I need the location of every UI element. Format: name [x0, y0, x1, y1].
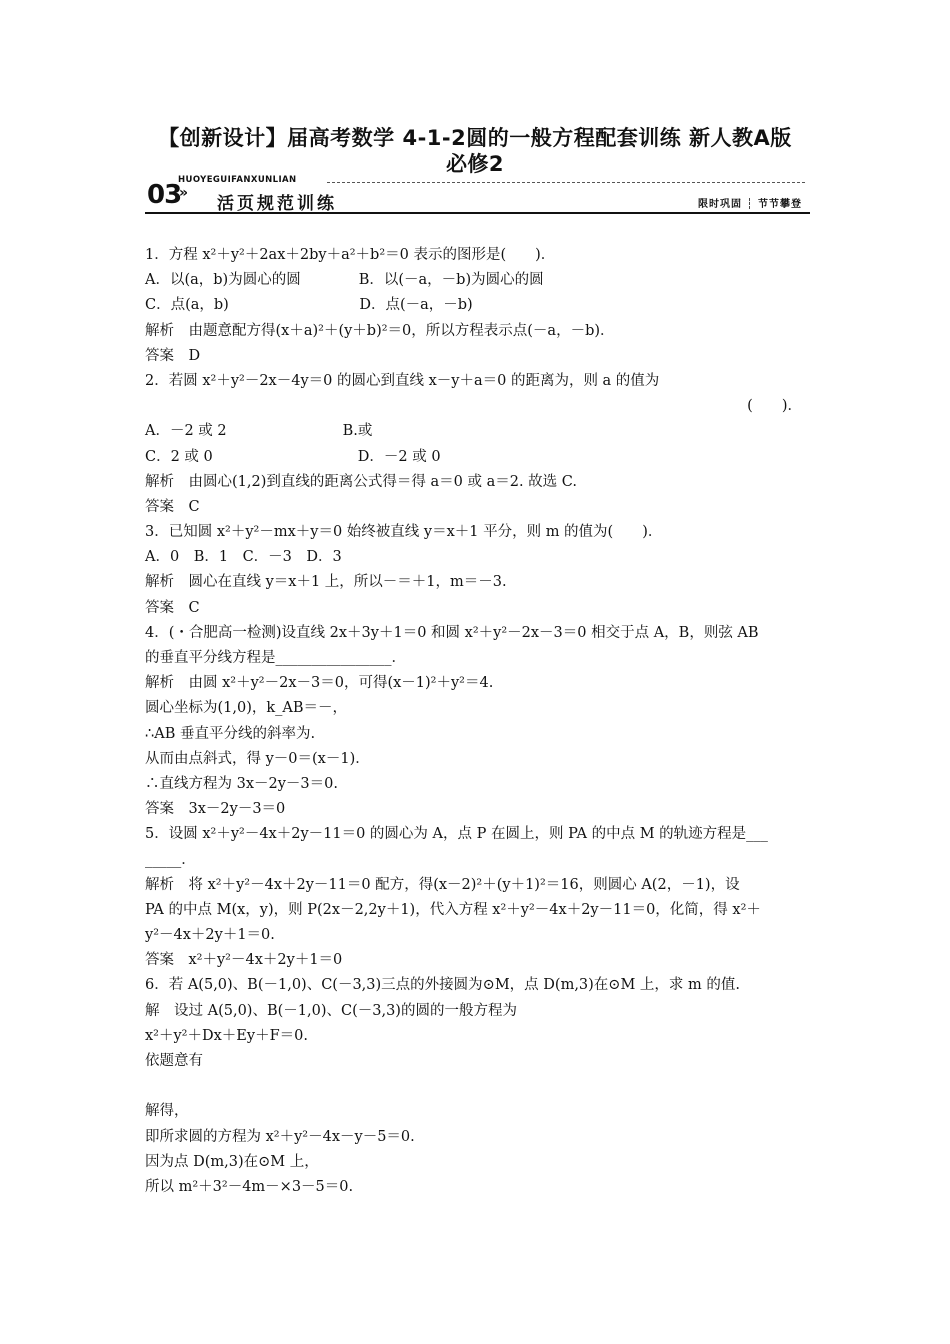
- text-line: 解得，: [145, 1103, 189, 1120]
- text-line: 2．若圆 x²＋y²－2x－4y＝0 的圆心到直线 x－y＋a＝0 的距离为，则 a 的值为: [145, 372, 660, 389]
- banner-dashed-rule: [327, 182, 805, 183]
- document-body: [145, 243, 810, 1200]
- banner-right-text: 限时巩固 ┆ 节节攀登: [698, 199, 802, 210]
- text-line: 3．已知圆 x²＋y²－mx＋y＝0 始终被直线 y＝x＋1 平分，则 m 的值为( )．: [145, 524, 663, 541]
- text-line: 圆心坐标为(1,0)，k_AB＝－，: [145, 700, 348, 717]
- text-line: ∴AB 垂直平分线的斜率为.: [145, 725, 316, 742]
- text-line: 依题意有: [145, 1053, 203, 1069]
- text-line: 答案 x²＋y²－4x＋2y＋1＝0: [145, 952, 343, 969]
- document-title-line-1: 【创新设计】届高考数学 4-1-2圆的一般方程配套训练 新人教A版: [158, 126, 792, 150]
- text-line: 答案 C: [145, 498, 200, 515]
- text-line: 所以 m²＋3²－4m－×3－5＝0.: [145, 1178, 354, 1195]
- text-line: x²＋y²＋Dx＋Ey＋F＝0.: [145, 1027, 308, 1044]
- text-line: 解析 由题意配方得(x＋a)²＋(y＋b)²＝0，所以方程表示点(－a，－b)．: [145, 322, 615, 339]
- text-line: [145, 1074, 810, 1099]
- text-line: ∴直线方程为 3x－2y－3＝0.: [145, 775, 338, 792]
- text-line: ( )．: [747, 398, 802, 415]
- banner-pinyin: HUOYEGUIFANXUNLIAN: [178, 175, 297, 185]
- text-line: 答案 D: [145, 347, 201, 364]
- text-line: A．0 B．1 C．－3 D．3: [145, 549, 342, 566]
- text-line: 解析 将 x²＋y²－4x＋2y－11＝0 配方，得(x－2)²＋(y＋1)²＝16，则圆心 A(2，－1)，设: [145, 876, 740, 893]
- chevron-icon: »: [179, 185, 189, 201]
- section-banner: [145, 176, 810, 216]
- text-line: 因为点 D(m,3)在⊙M 上，: [145, 1153, 319, 1170]
- document-title-line-2: 必修2: [445, 152, 505, 176]
- text-line: 1．方程 x²＋y²＋2ax＋2by＋a²＋b²＝0 表示的图形是( )．: [145, 247, 556, 263]
- text-line: 即所求圆的方程为 x²＋y²－4x－y－5＝0.: [145, 1128, 415, 1145]
- text-line: 的垂直平分线方程是________________．: [145, 650, 406, 666]
- text-line: 4．(・合肥高一检测)设直线 2x＋3y＋1＝0 和圆 x²＋y²－2x－3＝0 相交于点 A，B，则弦 AB: [145, 624, 759, 641]
- text-line: 解析 由圆 x²＋y²－2x－3＝0，可得(x－1)²＋y²＝4.: [145, 675, 494, 692]
- text-line: A．－2 或 2 B.或: [145, 423, 373, 440]
- banner-number: 03: [147, 180, 182, 210]
- text-line: 解析 由圆心(1,2)到直线的距离公式得＝得 a＝0 或 a＝2. 故选 C.: [145, 473, 577, 490]
- text-line: 答案 3x－2y－3＝0: [145, 801, 286, 818]
- banner-rule: [145, 212, 810, 214]
- text-line: PA 的中点 M(x，y)，则 P(2x－2,2y＋1)，代入方程 x²＋y²－4x＋2y－11＝0，化简，得 x²＋: [145, 901, 761, 918]
- banner-label: 活页规范训练: [217, 194, 337, 214]
- text-line: A．以(a，b)为圆心的圆 B．以(－a，－b)为圆心的圆: [145, 272, 544, 289]
- text-line: C．点(a，b) D．点(－a，－b): [145, 297, 473, 314]
- text-line: 解 设过 A(5,0)、B(－1,0)、C(－3,3)的圆的一般方程为: [145, 1002, 517, 1019]
- text-line: 5．设圆 x²＋y²－4x＋2y－11＝0 的圆心为 A，点 P 在圆上，则 PA 的中点 M 的轨迹方程是___: [145, 826, 768, 843]
- text-line: 答案 C: [145, 599, 200, 616]
- text-line: _____．: [145, 851, 196, 868]
- text-line: y²－4x＋2y＋1＝0.: [145, 927, 275, 944]
- text-line: C．2 或 0 D．－2 或 0: [145, 448, 441, 465]
- text-line: 解析 圆心在直线 y＝x＋1 上，所以－＝＋1，m＝－3.: [145, 574, 507, 591]
- text-line: 6．若 A(5,0)、B(－1,0)、C(－3,3)三点的外接圆为⊙M，点 D(m,3)在⊙M 上，求 m 的值.: [145, 977, 740, 994]
- text-line: 从而由点斜式，得 y－0＝(x－1)．: [145, 750, 370, 767]
